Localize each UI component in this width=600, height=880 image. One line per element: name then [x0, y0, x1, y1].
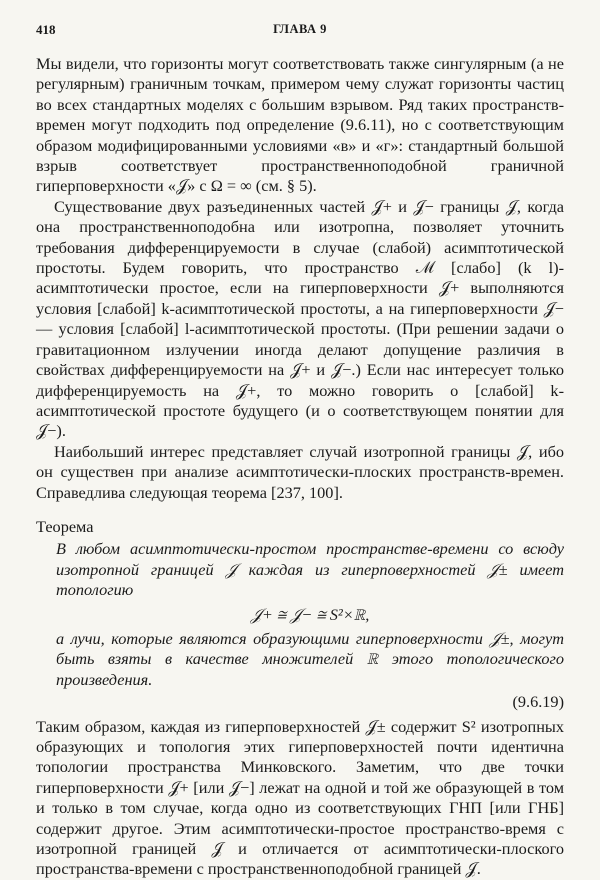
equation-number: (9.6.19): [512, 692, 564, 712]
paragraph-2: Существование двух разъединенных частей 𝒥+ и 𝒥− границы 𝒥, когда она пространственноподобна или изотропна, позволяет уточнить требования дифференцируемости в случае (слабой) асимптотической простоты. Будем говорить, что пространство ℳ [слабо] (k l)-асимптотически простое, если на гиперповерхности 𝒥+ выполняются условия [слабой] k-асимптотической простоты, а на гиперповерхности 𝒥− — условия [слабой] l-асимптотической простоты. (При решении задачи о гравитационном излучении иногда делают допущение различия в свойствах дифференцируемости на 𝒥+ и 𝒥−.) Если нас интересует только дифференцируемость на 𝒥+, то можно говорить о [слабой] k-асимптотической простоте будущего (и о соответствующем понятии для 𝒥−).: [36, 196, 564, 441]
paragraph-1: Мы видели, что горизонты могут соответствовать также сингулярным (а не регулярным) граничным точкам, примером чему служат горизонты частиц во всех стандартных моделях с большим взрывом. Ряд таких пространств-времен могут подходить под определение (9.6.11), но с соответствующим образом модифицированными условиями «в» и «г»: стандартный большой взрыв соответствует пространственноподобной граничной гиперповерхности «𝒥» с Ω = ∞ (см. § 5).: [36, 54, 564, 196]
page-header: [36, 22, 564, 44]
theorem-title: Теорема: [36, 516, 94, 536]
paragraph-3: Наибольший интерес представляет случай изотропной границы 𝒥, ибо он существен при анализе асимптотически-плоских пространств-времен. Справедлива следующая теорема [237, 100].: [36, 441, 564, 502]
page-body: [36, 54, 564, 880]
theorem-formula: 𝒥+ ≅ 𝒥− ≅ S²×ℝ,: [250, 604, 370, 624]
chapter-title: ГЛАВА 9: [273, 22, 327, 36]
book-page: [36, 22, 564, 880]
closing-paragraph: Таким образом, каждая из гиперповерхностей 𝒥± содержит S² изотропных образующих и топология этих гиперповерхностей почти идентична топологии пространства Минковского. Заметим, что две точки гиперповерхности 𝒥+ [или 𝒥−] лежат на одной и той же образующей в том и только в том случае, когда одно из соответствующих ГНП [или ГНБ] содержит другое. Этим асимптотически-простое пространство-время с изотропной границей 𝒥 и отличается от асимптотически-плоского пространства-времени с пространственноподобной границей 𝒥.: [36, 716, 564, 879]
theorem-continuation: а лучи, которые являются образующими гиперповерхности 𝒥±, могут быть взяты в качестве множителей ℝ этого топологического произведения.: [56, 628, 564, 689]
page-number: 418: [36, 22, 56, 37]
theorem-statement: В любом асимптотически-простом пространстве-времени со всюду изотропной границей 𝒥 каждая из гиперповерхностей 𝒥± имеет топологию: [56, 539, 564, 600]
